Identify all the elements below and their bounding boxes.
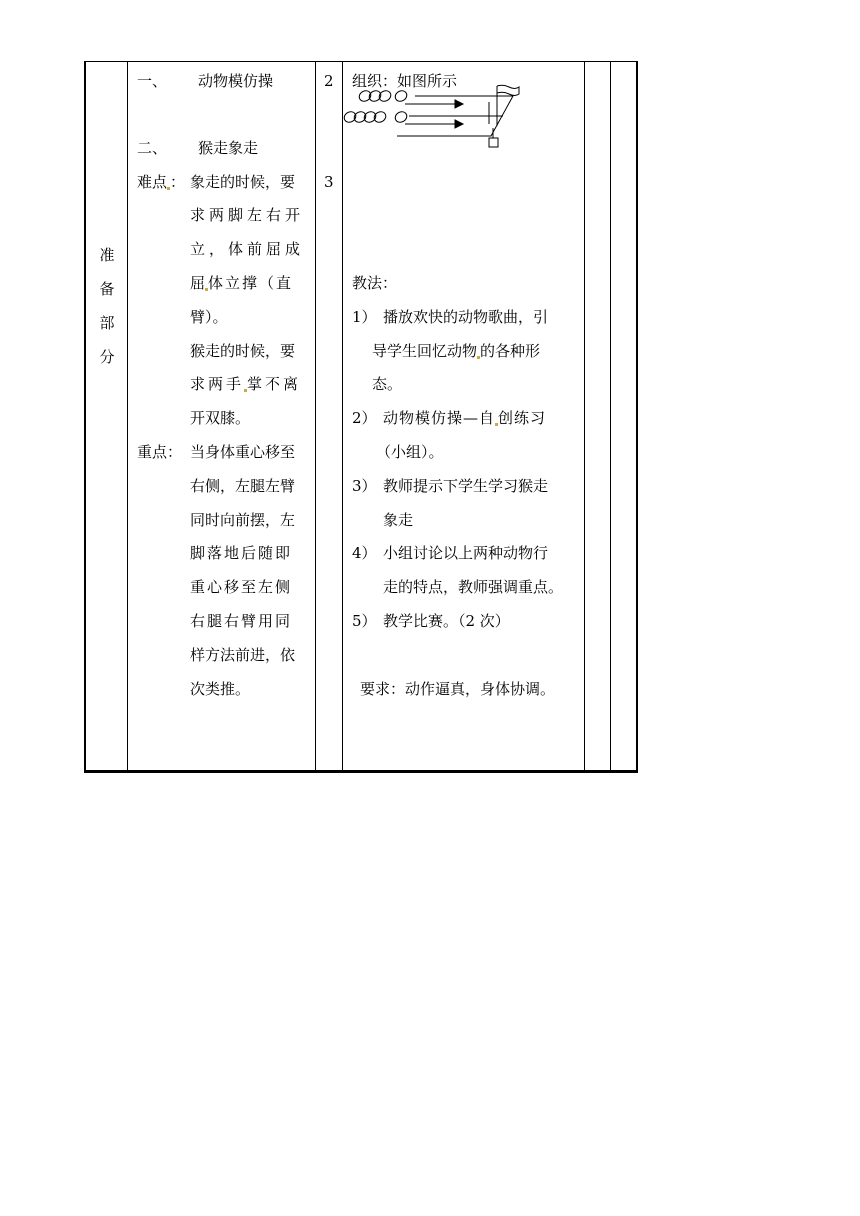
content-cell [128,62,315,770]
difficulty-line: 立，体前屈成 [190,240,305,258]
keypoint-line: 样方法前进，依 [190,646,296,664]
keypoint-line: 右腿右臂用同 [190,612,293,630]
difficulty-label: 难点 ： [137,173,186,191]
item-title: 动物模仿操 [198,72,274,90]
keypoint-line: 当身体重心移至 [190,443,296,461]
difficulty-line: 求两脚左右开 [190,206,305,224]
keypoint-line: 右侧，左腿左臂 [190,477,296,495]
step-number: 1） [352,308,377,326]
step-text: 动物模仿操—自 创练习 [383,409,547,427]
step-number: 4） [352,544,377,562]
step-text: 态。 [372,375,403,393]
difficulty-line: 象走的时候，要 [190,173,296,191]
keypoint-label: 重点： [137,443,183,461]
student-circles-row1 [357,89,408,104]
lesson-plan-table [84,61,638,773]
time-value: 2 [324,72,334,90]
keypoint-line: 重心移至左侧 [190,578,293,596]
monkey-line: 猴走的时候，要 [190,342,296,360]
section-label-char: 准 [99,246,115,264]
formation-diagram [343,84,523,166]
step-text: 教学比赛。（2 次） [383,612,510,630]
organization-cell [343,62,584,770]
empty-cell [611,62,636,770]
item-number: 二、 [137,139,168,157]
item-title: 猴走象走 [198,139,259,157]
item-number: 一、 [137,72,168,90]
monkey-line: 求两手 掌不离 [190,375,302,393]
step-text: 象走 [383,511,414,529]
empty-cell [585,62,610,770]
student-circles-row2 [343,110,409,125]
organization-title: 组织：如图所示 [352,72,458,90]
monkey-line: 开双膝。 [190,409,251,427]
step-number: 5） [352,612,377,630]
step-text: 导学生回忆动物 的各种形 [372,342,541,360]
difficulty-line: 屈 体立撑（直 [190,274,294,292]
method-label: 教法： [352,274,398,292]
keypoint-line: 脚落地后随即 [190,544,293,562]
section-label-char: 部 [99,314,115,332]
step-text: 走的特点，教师强调重点。 [383,578,564,596]
step-text: 小组讨论以上两种动物行 [383,544,549,562]
requirement-text: 要求：动作逼真，身体协调。 [360,680,556,698]
step-number: 2） [352,409,377,427]
step-text: （小组）。 [376,443,444,461]
step-number: 3） [352,477,377,495]
section-label-char: 分 [99,348,115,366]
step-text: 教师提示下学生学习猴走 [383,477,549,495]
time-cell [316,62,342,770]
step-text: 播放欢快的动物歌曲，引 [383,308,549,326]
section-label-cell [86,62,127,770]
keypoint-line: 次类推。 [190,680,251,698]
keypoint-line: 同时向前摆，左 [190,511,296,529]
section-label-char: 备 [99,280,115,298]
time-value: 3 [324,173,334,191]
difficulty-line: 臂）。 [190,308,228,326]
